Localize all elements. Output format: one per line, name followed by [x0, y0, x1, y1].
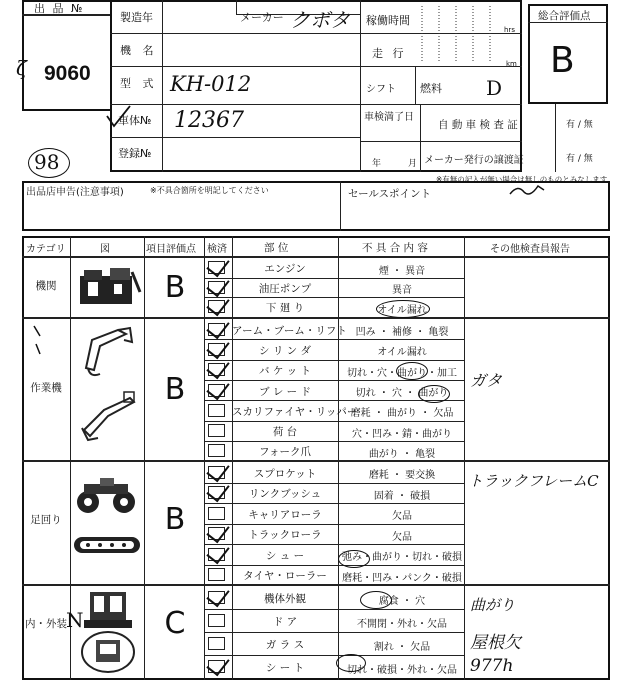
category-undercarriage: 足回り — [30, 514, 62, 526]
overall-label: 総合評価点 — [538, 10, 591, 22]
col-category: カテゴリ — [26, 244, 66, 255]
circle-shoe-slack — [338, 550, 370, 568]
check-box[interactable] — [208, 568, 225, 581]
part-label: アーム・ブーム・リフト — [232, 324, 347, 337]
part-label: トラックローラ — [248, 529, 322, 542]
part-label: リンクブッシュ — [248, 488, 322, 501]
defect-label: 割れ ・ 欠品 — [373, 641, 431, 653]
seller-notes-hint: ※不具合箇所を明記してください — [150, 186, 269, 195]
check-box[interactable] — [208, 591, 225, 604]
defect-label: 欠品 — [392, 511, 412, 523]
grade-attachment: B — [164, 372, 186, 407]
reg-label: 登録№ — [118, 147, 152, 160]
maker-label: メーカー — [240, 11, 284, 24]
circle-oil-leak — [376, 300, 430, 318]
circle-bucket-bend — [396, 362, 428, 380]
model-label: 機 名 — [120, 44, 158, 57]
hours-label: 稼働時間 — [366, 14, 410, 27]
check-box[interactable] — [208, 486, 225, 499]
cabin-figure — [72, 588, 144, 678]
check-box[interactable] — [208, 466, 225, 479]
fuel-label: 燃料 — [420, 82, 442, 95]
lot-label: 出 品 № — [34, 2, 85, 15]
defect-label: 腐食 ・ 穴 — [378, 595, 426, 607]
seller-notes-label: 出品店申告(注意事項) — [26, 187, 124, 198]
check-box[interactable] — [208, 281, 225, 294]
part-label: ド ア — [272, 616, 298, 628]
check-box[interactable] — [208, 660, 225, 673]
overall-grade: B — [550, 40, 575, 81]
part-label: バ ケ ッ ト — [258, 365, 311, 378]
km-unit: km — [506, 60, 517, 68]
part-label: エンジン — [264, 263, 306, 276]
travel-label: 走 行 — [372, 47, 407, 60]
part-label: 下 廻 り — [265, 302, 305, 315]
stray-mark-icon — [30, 322, 60, 362]
seat-note: 977h — [470, 656, 514, 676]
col-defect: 不 具 合 内 容 — [362, 242, 428, 254]
part-label: シ ュ ー — [265, 549, 305, 562]
left-mark: ζ — [16, 56, 27, 80]
engine-figure — [74, 262, 144, 312]
part-label: ブ レ ー ド — [258, 385, 311, 398]
crawler-track-figure — [72, 534, 144, 556]
maker-value: クボタ — [290, 8, 350, 32]
part-label: シ リ ン ダ — [258, 344, 311, 357]
part-label: スカリファイヤ・リッパー — [232, 405, 358, 418]
category-engine: 機関 — [35, 280, 57, 292]
body-note: 曲がり — [470, 596, 516, 614]
defect-label: 切れ・穴・曲がり・加工 — [347, 367, 457, 379]
defect-label: オイル漏れ — [377, 304, 427, 316]
col-figure: 図 — [100, 244, 110, 255]
defect-label: 凹み ・ 補修 ・ 亀裂 — [355, 327, 449, 339]
part-label: スプロケット — [253, 467, 317, 480]
inspection-due-label: 車検満了日 — [364, 112, 414, 123]
grade-exterior: C — [164, 606, 186, 641]
vehicle-cert-yes-no: 有 / 無 — [566, 120, 593, 130]
defect-label: 煙 ・ 異音 — [378, 265, 426, 277]
sales-point-label: セールスポイント — [348, 188, 432, 200]
col-other: その他検査員報告 — [490, 244, 570, 255]
check-box[interactable] — [208, 527, 225, 540]
circle-blade-bend — [418, 385, 450, 403]
hours-unit: hrs — [504, 26, 515, 34]
grade-engine: B — [164, 270, 186, 305]
check-box[interactable] — [208, 637, 225, 650]
defect-label: 曲がり ・ 亀裂 — [368, 448, 436, 460]
check-box[interactable] — [208, 261, 225, 274]
circle-corrosion — [360, 591, 392, 609]
hours-gauge — [412, 4, 522, 64]
wheel-loader-figure — [72, 476, 144, 516]
category-attachment: 作業機 — [30, 382, 62, 394]
type-label: 型 式 — [120, 77, 158, 90]
check-box[interactable] — [208, 444, 225, 457]
check-box[interactable] — [208, 323, 225, 336]
defect-label: 切れ ・ 穴 ・ 曲がり — [355, 388, 449, 400]
defect-label: 不開閉・外れ・欠品 — [357, 618, 447, 630]
part-label: フォーク爪 — [259, 446, 311, 459]
serial-check-mark-icon — [104, 104, 134, 134]
part-label: タイヤ・ローラー — [243, 570, 327, 583]
shift-label: シフト — [366, 84, 396, 95]
part-label: 機体外観 — [264, 593, 306, 605]
track-note: トラックフレームC — [468, 472, 599, 490]
part-label: ガ ラ ス — [265, 639, 305, 651]
defect-label: 磨耗・凹み・パンク・破損 — [342, 572, 462, 584]
roof-note: 屋根欠 — [470, 633, 521, 653]
excavator-arm-figure — [74, 320, 144, 380]
part-label: 油圧ポンプ — [258, 282, 312, 295]
check-box[interactable] — [208, 507, 225, 520]
check-box[interactable] — [208, 300, 225, 313]
check-box[interactable] — [208, 424, 225, 437]
year-label: 製造年 — [120, 11, 153, 24]
col-check: 検済 — [207, 244, 227, 255]
category-exterior: 内・外装 — [25, 618, 67, 630]
serial-value: 12367 — [174, 108, 244, 133]
check-box[interactable] — [208, 614, 225, 627]
interior-mark: N — [66, 608, 84, 632]
col-grade: 項目評価点 — [146, 244, 196, 255]
vehicle-cert-label: 自 動 車 検 査 証 — [438, 119, 518, 131]
check-box[interactable] — [208, 363, 225, 376]
defect-label: 弛み・曲がり・切れ・破損 — [342, 552, 462, 564]
type-value: KH-012 — [170, 72, 252, 96]
check-box[interactable] — [208, 384, 225, 397]
scribble-mark-icon — [508, 180, 548, 200]
blade-arm-figure — [74, 390, 144, 450]
year-suffix: 年 — [372, 159, 382, 169]
circle-seat-tear — [336, 654, 366, 672]
defect-label: 切れ・破損・外れ・欠品 — [347, 664, 457, 676]
defect-label: 異音 — [392, 285, 412, 297]
defect-label: 固着 ・ 破損 — [373, 490, 431, 502]
grade-undercarriage: B — [164, 502, 186, 537]
col-part: 部 位 — [264, 242, 289, 254]
fuel-value: D — [486, 76, 503, 100]
transfer-cert-yes-no: 有 / 無 — [566, 154, 593, 164]
part-label: シ ー ト — [265, 662, 305, 674]
part-label: キャリアローラ — [248, 508, 322, 521]
part-label: 荷 台 — [272, 426, 298, 439]
lot-box — [22, 0, 112, 111]
circled-number: 98 — [34, 150, 60, 174]
defect-label: 穴・凹み・錆・曲がり — [352, 428, 452, 440]
defect-label: 磨耗 ・ 要交換 — [368, 470, 436, 482]
asterisk-note: ※有無の記入が無い場合は無しのものとみなします — [436, 175, 608, 184]
serial-label: 車体№ — [118, 114, 152, 127]
defect-label: 欠品 — [392, 531, 412, 543]
lot-number: 9060 — [44, 62, 91, 85]
month-suffix: 月 — [408, 159, 418, 169]
bucket-note: ガタ — [470, 371, 503, 390]
check-box[interactable] — [208, 343, 225, 356]
defect-label: 磨耗 ・ 曲がり ・ 欠品 — [350, 408, 454, 420]
defect-label: オイル漏れ — [377, 347, 427, 359]
transfer-cert-label: メーカー発行の譲渡証 — [424, 155, 524, 166]
check-box[interactable] — [208, 404, 225, 417]
check-box[interactable] — [208, 548, 225, 561]
